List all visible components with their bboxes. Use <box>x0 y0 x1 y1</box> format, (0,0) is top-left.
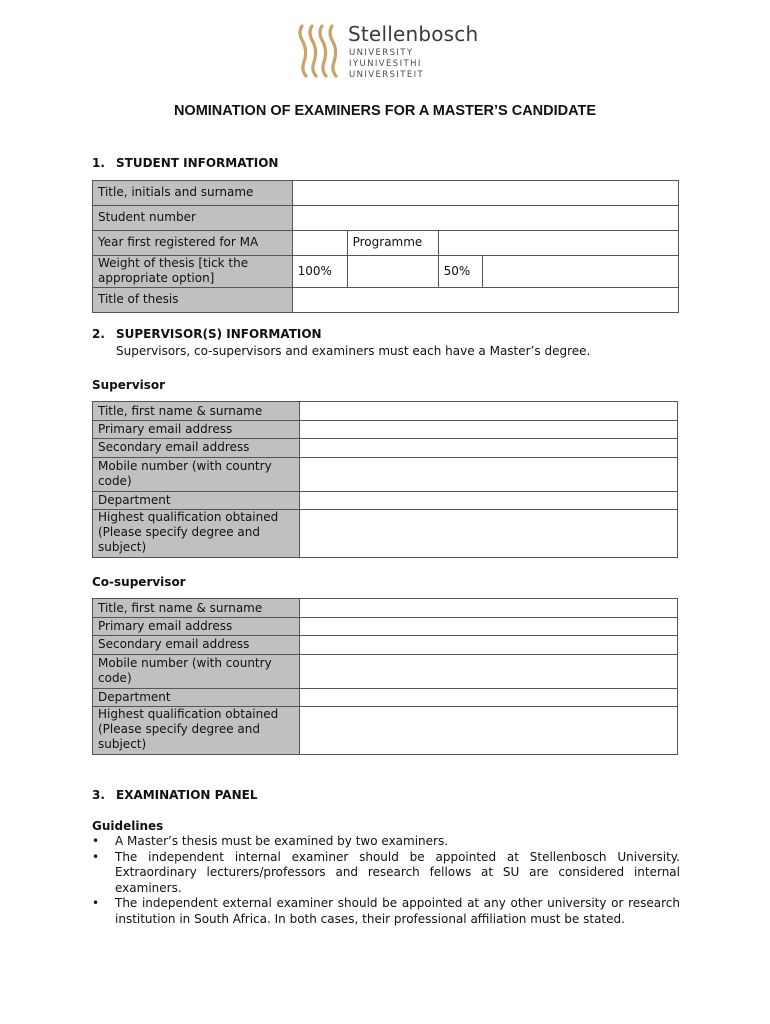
supervisor-name-field[interactable] <box>299 402 677 421</box>
logo-line-iyunivesithi: IYUNIVESITHI <box>349 59 422 69</box>
supervisor-department-field[interactable] <box>299 492 677 510</box>
cosupervisor-mobile-label: Mobile number (with country code) <box>93 655 300 689</box>
student-number-field[interactable] <box>292 206 678 231</box>
list-item: • The independent internal examiner should be appointed at Stellenbosch University. Extraordinary lecturers/professors and research fellows at SU are considered internal examiners. <box>92 849 680 895</box>
cosupervisor-qualification-label: Highest qualification obtained (Please specify degree and subject) <box>93 707 300 755</box>
logo-line-university: UNIVERSITY <box>349 48 414 58</box>
logo-line-universiteit: UNIVERSITEIT <box>349 70 425 80</box>
section-title: STUDENT INFORMATION <box>116 156 279 170</box>
supervisor-heading: Supervisor <box>92 378 166 392</box>
cosupervisor-secondary-email-field[interactable] <box>299 636 677 655</box>
cosupervisor-primary-email-field[interactable] <box>299 618 677 636</box>
supervisor-primary-email-field[interactable] <box>299 421 677 439</box>
bullet-icon: • <box>92 849 100 864</box>
section-number: 2. <box>92 327 105 341</box>
guidelines-heading: Guidelines <box>92 819 164 833</box>
logo-name: Stellenbosch <box>348 22 479 46</box>
title-initials-surname-field[interactable] <box>292 181 678 206</box>
cosupervisor-department-label: Department <box>93 689 300 707</box>
supervisor-qualification-label: Highest qualification obtained (Please specify degree and subject) <box>93 510 300 558</box>
year-registered-field[interactable] <box>292 231 347 256</box>
supervisor-note: Supervisors, co-supervisors and examiners must each have a Master’s degree. <box>116 344 591 358</box>
supervisor-department-label: Department <box>93 492 300 510</box>
cosupervisor-department-field[interactable] <box>299 689 677 707</box>
cosupervisor-qualification-field[interactable] <box>299 707 677 755</box>
cosupervisor-mobile-field[interactable] <box>299 655 677 689</box>
student-number-label: Student number <box>93 206 293 231</box>
supervisor-secondary-email-label: Secondary email address <box>93 439 300 458</box>
supervisor-qualification-field[interactable] <box>299 510 677 558</box>
bullet-icon: • <box>92 834 100 848</box>
cosupervisor-name-field[interactable] <box>299 599 677 618</box>
cosupervisor-table <box>92 598 678 755</box>
supervisor-table <box>92 401 678 558</box>
title-initials-surname-label: Title, initials and surname <box>93 181 293 206</box>
supervisor-primary-email-label: Primary email address <box>93 421 300 439</box>
cosupervisor-primary-email-label: Primary email address <box>93 618 300 636</box>
thesis-title-label: Title of thesis <box>93 288 293 313</box>
supervisor-secondary-email-field[interactable] <box>299 439 677 458</box>
section-2-heading <box>92 327 322 341</box>
list-item: • A Master’s thesis must be examined by two examiners. <box>92 834 449 848</box>
weight-50-label: 50% <box>438 256 482 288</box>
stellenbosch-crest-icon <box>296 22 342 80</box>
list-item: • The independent external examiner should be appointed at any other university or research institution in South Africa. In both cases, their professional affiliation must be stated. <box>92 896 680 926</box>
bullet-icon: • <box>92 896 100 910</box>
thesis-title-field[interactable] <box>292 288 678 313</box>
supervisor-mobile-label: Mobile number (with country code) <box>93 458 300 492</box>
thesis-weight-label: Weight of thesis [tick the appropriate option] <box>93 256 293 288</box>
university-logo <box>296 22 479 80</box>
cosupervisor-heading: Co-supervisor <box>92 575 186 589</box>
student-info-table <box>92 180 679 313</box>
weight-100-checkbox[interactable] <box>347 256 438 288</box>
section-1-heading <box>92 156 278 170</box>
page-title: NOMINATION OF EXAMINERS FOR A MASTER’S CANDIDATE <box>173 103 597 119</box>
section-title: EXAMINATION PANEL <box>116 788 258 802</box>
programme-label: Programme <box>347 231 438 256</box>
section-number: 1. <box>92 156 105 170</box>
cosupervisor-name-label: Title, first name & surname <box>93 599 300 618</box>
section-3-heading <box>92 788 257 802</box>
guidelines-list <box>92 834 680 927</box>
supervisor-name-label: Title, first name & surname <box>93 402 300 421</box>
section-title: SUPERVISOR(S) INFORMATION <box>116 327 322 341</box>
cosupervisor-secondary-email-label: Secondary email address <box>93 636 300 655</box>
programme-field[interactable] <box>438 231 678 256</box>
weight-50-checkbox[interactable] <box>482 256 678 288</box>
section-number: 3. <box>92 788 105 802</box>
weight-100-label: 100% <box>292 256 347 288</box>
year-registered-label: Year first registered for MA <box>93 231 293 256</box>
supervisor-mobile-field[interactable] <box>299 458 677 492</box>
